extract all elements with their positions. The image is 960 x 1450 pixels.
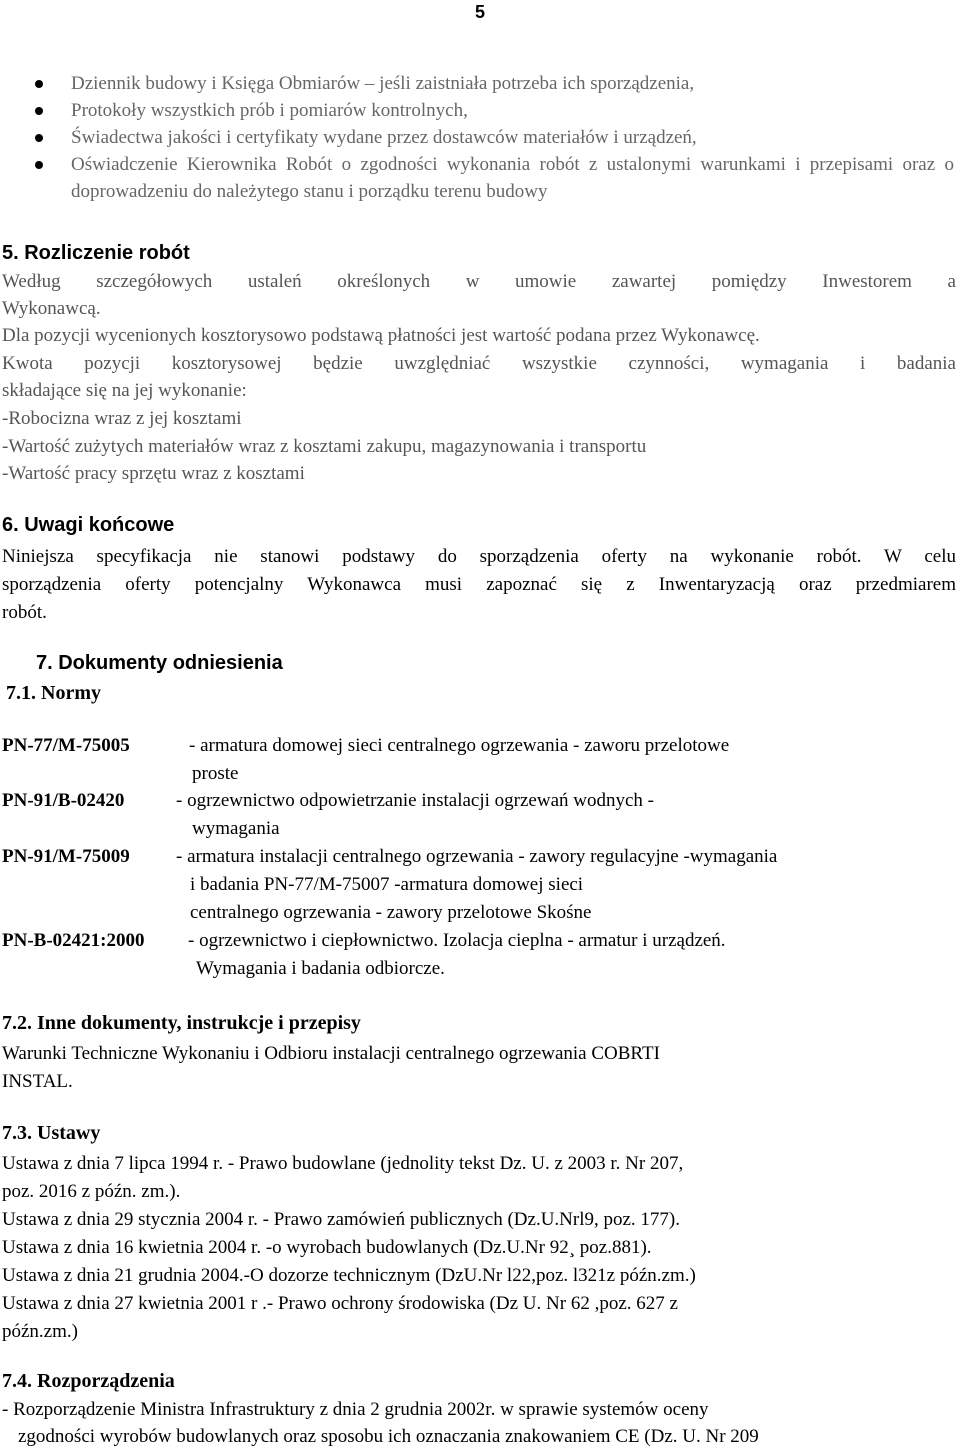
subsection-7-4-heading: 7.4. Rozporządzenia xyxy=(2,1370,175,1392)
section-5-text-line: Kwota pozycji kosztorysowej będzie uwzględniać wszystkie czynności, wymagania i badania xyxy=(2,353,956,374)
bullet-icon xyxy=(35,161,43,169)
deliverables-bullet-list xyxy=(0,70,960,205)
subsection-7-2-heading: 7.2. Inne dokumenty, instrukcje i przepisy xyxy=(2,1012,361,1034)
norm-description-line: - ogrzewnictwo odpowietrzanie instalacji ogrzewań wodnych - xyxy=(176,790,654,811)
norm-description-line: centralnego ogrzewania - zawory przelotowe Skośne xyxy=(190,902,592,923)
law-line: poz. 2016 z późn. zm.). xyxy=(2,1181,181,1202)
regulation-line: zgodności wyrobów budowlanych oraz sposobu ich oznaczania znakowaniem CE (Dz. U. Nr 209 xyxy=(18,1426,759,1447)
list-item: Świadectwa jakości i certyfikaty wydane przez dostawców materiałów i urządzeń, xyxy=(0,124,960,151)
norm-code: PN-91/M-75009 xyxy=(2,846,130,867)
norm-description-line: - armatura instalacji centralnego ogrzewania - zawory regulacyjne -wymagania xyxy=(176,846,778,867)
section-6-heading: 6. Uwagi końcowe xyxy=(2,514,175,536)
law-line: Ustawa z dnia 7 lipca 1994 r. - Prawo budowlane (jednolity tekst Dz. U. z 2003 r. Nr 207, xyxy=(2,1153,684,1174)
section-5-heading: 5. Rozliczenie robót xyxy=(2,242,190,264)
page-number: 5 xyxy=(474,2,485,22)
bullet-icon xyxy=(35,80,43,88)
norm-description-line: - armatura domowej sieci centralnego ogrzewania - zaworu przelotowe xyxy=(189,735,730,756)
norm-description-line: wymagania xyxy=(192,818,280,839)
list-item: Protokoły wszystkich prób i pomiarów kontrolnych, xyxy=(0,97,960,124)
regulation-line: - Rozporządzenie Ministra Infrastruktury z dnia 2 grudnia 2002r. w sprawie systemów oceny xyxy=(2,1399,709,1420)
section-6-text-line: Niniejsza specyfikacja nie stanowi podstawy do sporządzenia oferty na wykonanie robót. W celu xyxy=(2,546,956,567)
bullet-icon xyxy=(35,107,43,115)
norm-code: PN-77/M-75005 xyxy=(2,735,130,756)
bullet-icon xyxy=(35,134,43,142)
section-5-text-line: składające się na jej wykonanie: xyxy=(2,380,247,401)
norm-description-line: - ogrzewnictwo i ciepłownictwo. Izolacja cieplna - armatur i urządzeń. xyxy=(188,930,726,951)
norm-description-line: proste xyxy=(192,763,239,784)
section-5-text-line: -Wartość pracy sprzętu wraz z kosztami xyxy=(2,463,305,484)
norm-description-line: i badania PN-77/M-75007 -armatura domowej sieci xyxy=(190,874,584,895)
norm-code: PN-91/B-02420 xyxy=(2,790,125,811)
law-line: późn.zm.) xyxy=(2,1321,78,1342)
section-7-heading: 7. Dokumenty odniesienia xyxy=(36,652,283,674)
section-5-text-line: Wykonawcą. xyxy=(2,298,101,319)
list-item: Oświadczenie Kierownika Robót o zgodności wykonania robót z ustalonymi warunkami i przepisami oraz o doprowadzeniu do należytego stanu i porządku terenu budowy xyxy=(0,151,960,205)
subsection-7-1-heading: 7.1. Normy xyxy=(6,682,101,704)
subsection-7-2-text-line: INSTAL. xyxy=(2,1071,73,1092)
norm-code: PN-B-02421:2000 xyxy=(2,930,145,951)
subsection-7-3-heading: 7.3. Ustawy xyxy=(2,1122,101,1144)
law-line: Ustawa z dnia 21 grudnia 2004.-O dozorze technicznym (DzU.Nr l22,poz. l321z późn.zm.) xyxy=(2,1265,696,1286)
subsection-7-2-text-line: Warunki Techniczne Wykonaniu i Odbioru instalacji centralnego ogrzewania COBRTI xyxy=(2,1043,660,1064)
section-5-text-line: -Wartość zużytych materiałów wraz z kosztami zakupu, magazynowania i transportu xyxy=(2,436,647,457)
law-line: Ustawa z dnia 16 kwietnia 2004 r. -o wyrobach budowlanych (Dz.U.Nr 92¸ poz.881). xyxy=(2,1237,652,1258)
norm-description-line: Wymagania i badania odbiorcze. xyxy=(196,958,445,979)
section-5-text-line: Według szczegółowych ustaleń określonych w umowie zawartej pomiędzy Inwestorem a xyxy=(2,271,956,292)
list-item: Dziennik budowy i Księga Obmiarów – jeśli zaistniała potrzeba ich sporządzenia, xyxy=(0,70,960,97)
section-5-text-line: Dla pozycji wycenionych kosztorysowo podstawą płatności jest wartość podana przez Wykonawcę. xyxy=(2,325,760,346)
section-5-text-line: -Robocizna wraz z jej kosztami xyxy=(2,408,242,429)
section-6-text-line: robót. xyxy=(2,602,47,623)
law-line: Ustawa z dnia 29 stycznia 2004 r. - Prawo zamówień publicznych (Dz.U.Nrl9, poz. 177). xyxy=(2,1209,681,1230)
law-line: Ustawa z dnia 27 kwietnia 2001 r .- Prawo ochrony środowiska (Dz U. Nr 62 ,poz. 627 z xyxy=(2,1293,678,1314)
section-6-text-line: sporządzenia oferty potencjalny Wykonawca musi zapoznać się z Inwentaryzacją oraz przedmiarem xyxy=(2,574,956,595)
